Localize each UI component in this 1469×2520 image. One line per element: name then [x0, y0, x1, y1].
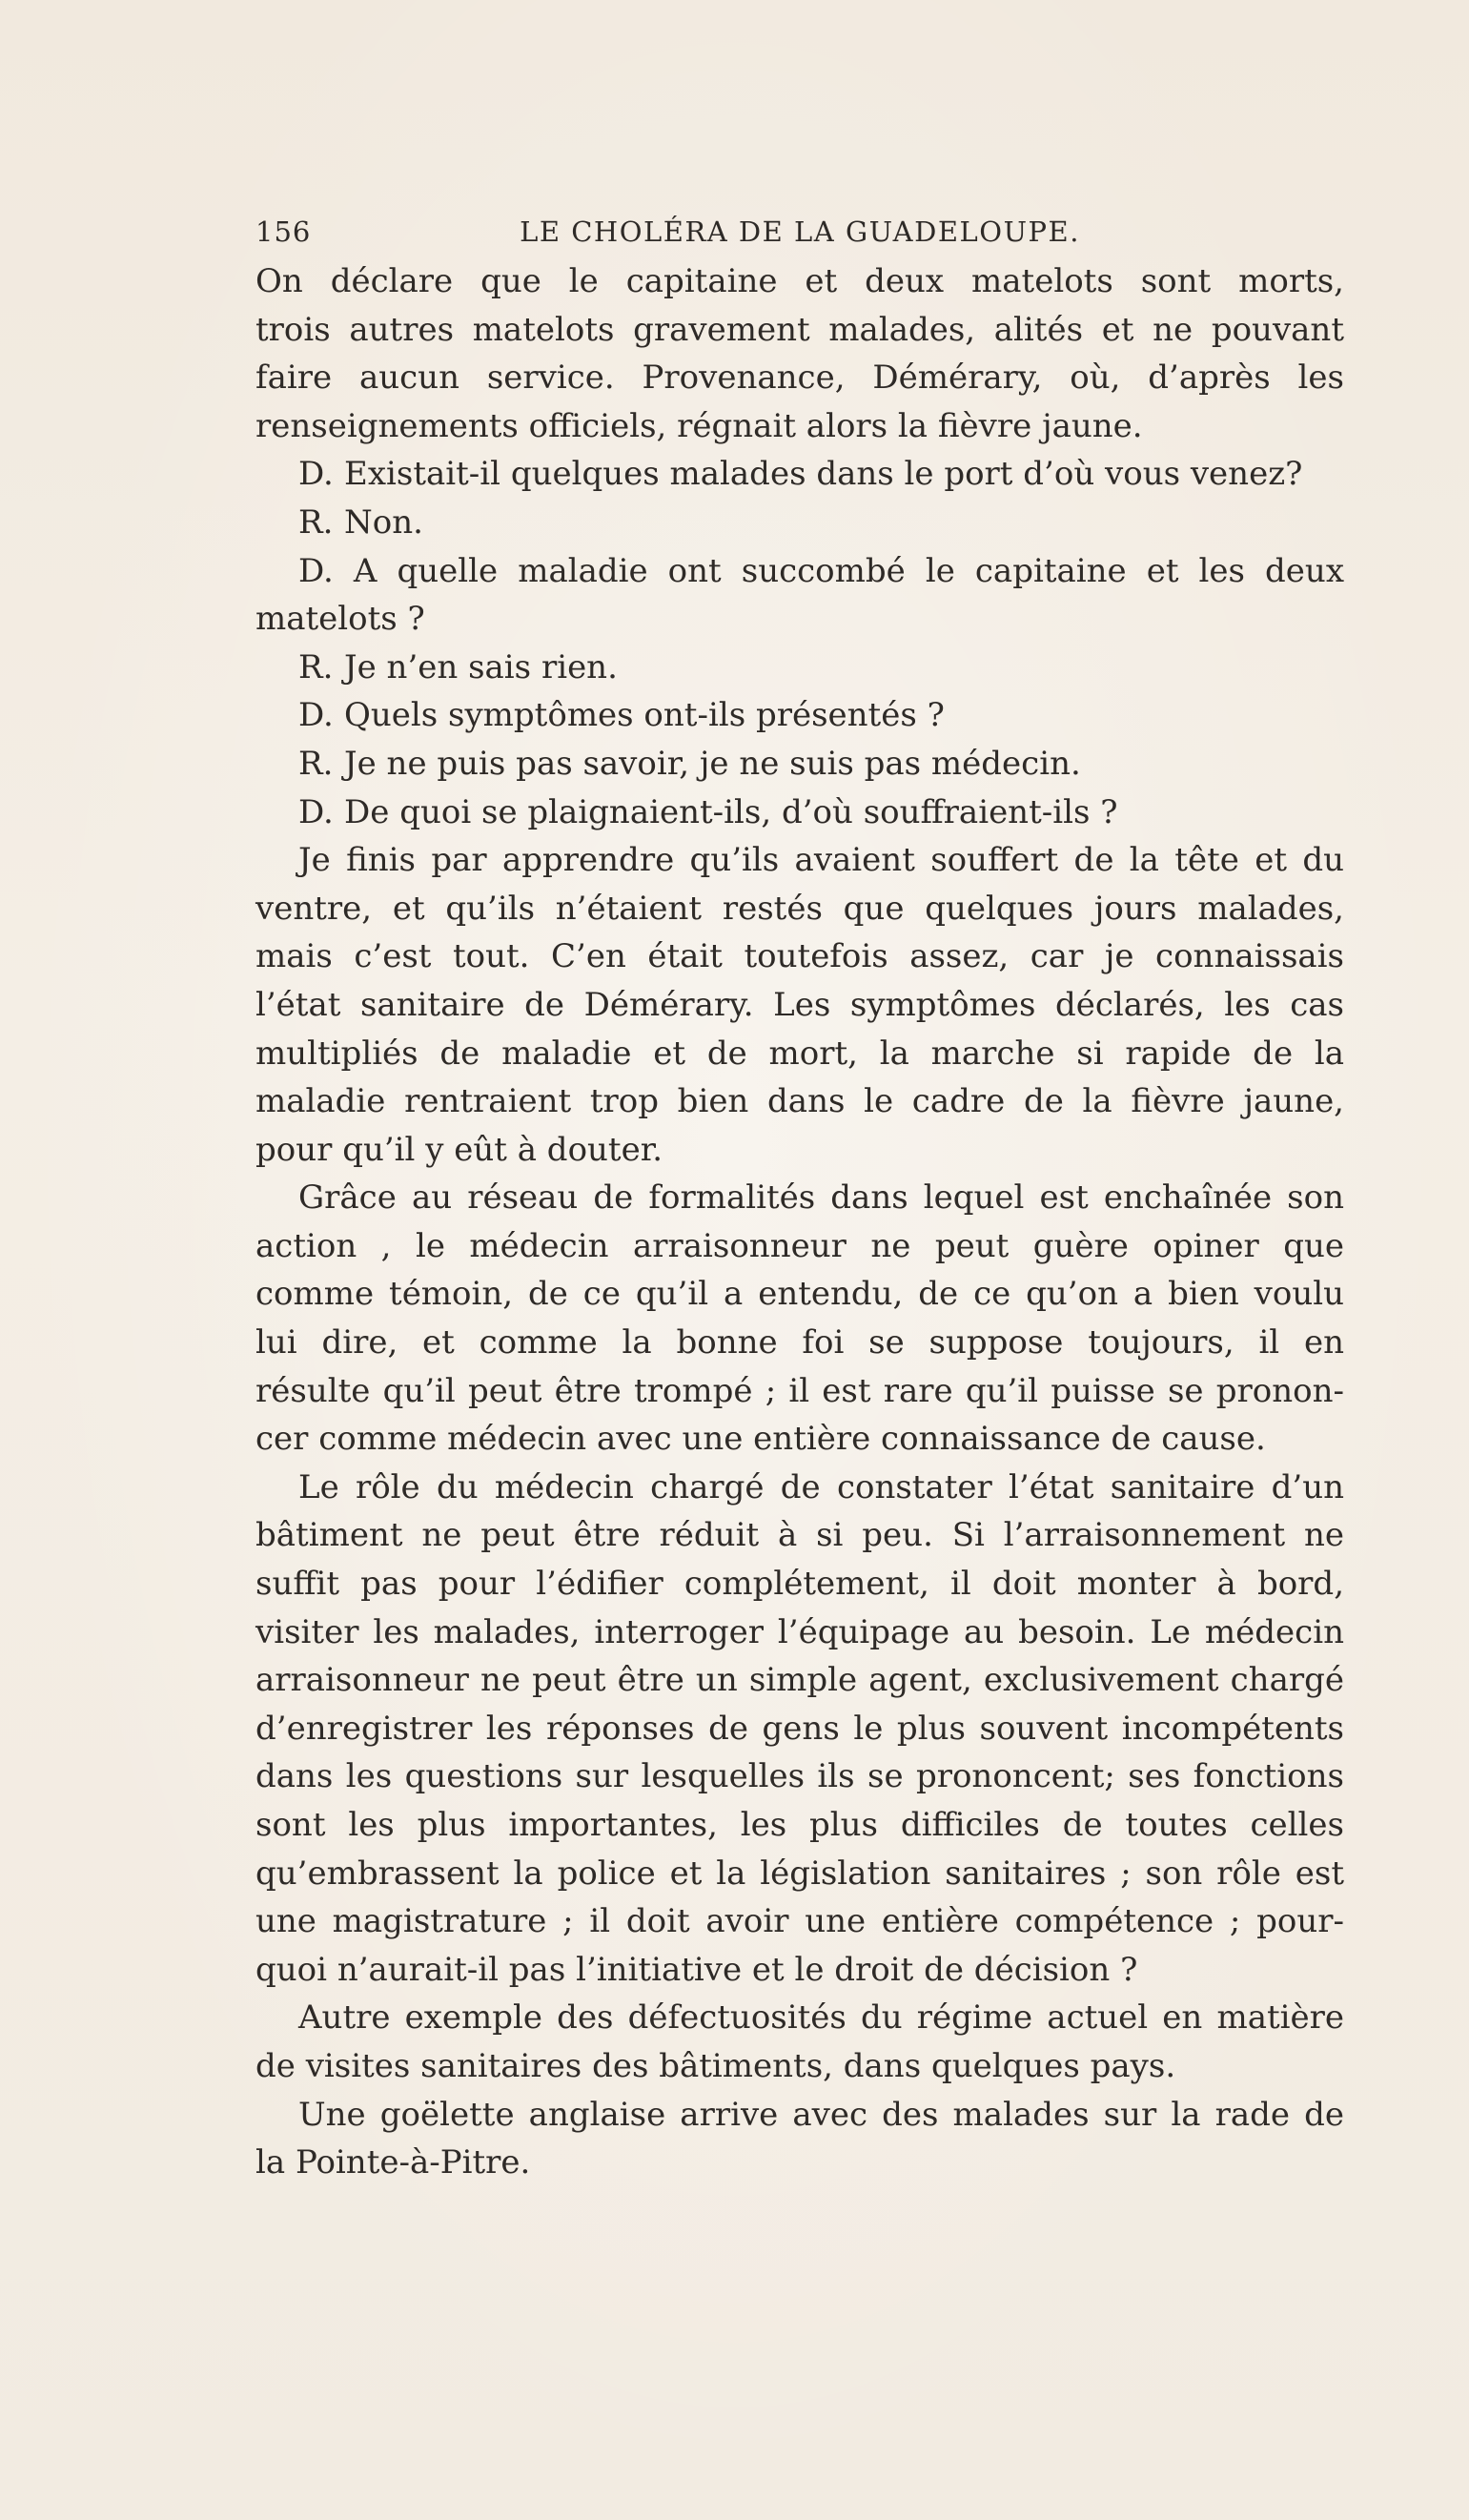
body-text	[255, 257, 1344, 2187]
dialog-text: De quoi se plaignaient-ils, d’où souffraient-ils ?	[344, 792, 1118, 831]
text-line: ventre, et qu’ils n’étaient restés que quelques jours malades,	[255, 889, 1344, 928]
dialog-speaker: D.	[298, 455, 334, 494]
dialog-speaker: R.	[298, 502, 334, 542]
text-line: lui dire, et comme la bonne foi se suppose toujours, il en	[255, 1323, 1344, 1362]
text-line: sont les plus importantes, les plus difficiles de toutes celles	[255, 1806, 1344, 1844]
paragraph	[255, 1174, 1344, 1464]
dialog-speaker: R.	[298, 647, 334, 686]
dialog-line	[255, 789, 1344, 837]
text-line: Autre exemple des défectuosités du régime actuel en matière	[298, 1998, 1344, 2038]
dialog-speaker: D.	[298, 792, 334, 831]
text-block	[255, 208, 1344, 2187]
text-line: l’état sanitaire de Démérary. Les symptômes déclarés, les cas	[255, 985, 1344, 1024]
dialog-speaker: R.	[298, 744, 334, 783]
text-line: arraisonneur ne peut être un simple agent, exclusivement chargé	[255, 1661, 1344, 1700]
text-line: quoi n’aurait-il pas l’initiative et le droit de décision ?	[255, 1950, 1138, 1989]
text-line: visiter les malades, interroger l’équipage au besoin. Le médecin	[255, 1612, 1344, 1651]
text-line: maladie rentraient trop bien dans le cadre de la fièvre jaune,	[255, 1082, 1344, 1121]
text-line: Le rôle du médecin chargé de constater l’état sanitaire d’un	[298, 1467, 1344, 1506]
text-line: bâtiment ne peut être réduit à si peu. Si l’arraisonnement ne	[255, 1516, 1344, 1555]
paragraph	[255, 836, 1344, 1174]
dialog-line	[255, 450, 1344, 499]
paragraph	[255, 1994, 1344, 2090]
text-line: D. A quelle maladie ont succombé le capitaine et les deux	[298, 551, 1344, 590]
text-line: la Pointe-à-Pitre.	[255, 2143, 531, 2182]
text-line: comme témoin, de ce qu’il a entendu, de ce qu’on a bien voulu	[255, 1275, 1344, 1314]
paragraph	[255, 547, 1344, 644]
dialog-text: Je ne puis pas savoir, je ne suis pas médecin.	[344, 744, 1081, 783]
text-line: renseignements officiels, régnait alors la fièvre jaune.	[255, 406, 1143, 445]
text-line: de visites sanitaires des bâtiments, dans quelques pays.	[255, 2046, 1176, 2085]
text-line: cer comme médecin avec une entière connaissance de cause.	[255, 1420, 1266, 1459]
dialog-line	[255, 499, 1344, 547]
dialog-line	[255, 644, 1344, 692]
paragraph	[255, 1464, 1344, 1995]
dialog-text: Quels symptômes ont-ils présentés ?	[344, 696, 945, 735]
text-line: action , le médecin arraisonneur ne peut guère opiner que	[255, 1226, 1344, 1265]
text-line: dans les questions sur lesquelles ils se prononcent; ses fonctions	[255, 1757, 1344, 1796]
dialog-line	[255, 740, 1344, 789]
dialog-text: Je n’en sais rien.	[344, 647, 618, 686]
text-line: qu’embrassent la police et la législation sanitaires ; son rôle est	[255, 1854, 1344, 1893]
text-line: matelots ?	[255, 600, 425, 639]
text-line: Une goëlette anglaise arrive avec des malades sur la rade de	[298, 2095, 1344, 2134]
text-line: Grâce au réseau de formalités dans lequel est enchaînée son	[298, 1178, 1344, 1218]
paragraph	[255, 257, 1344, 450]
page-number: 156	[255, 215, 312, 248]
text-line: suffit pas pour l’édifier complétement, il doit monter à bord,	[255, 1565, 1344, 1604]
text-line: résulte qu’il peut être trompé ; il est rare qu’il puisse se pronon-	[255, 1371, 1344, 1410]
text-line: d’enregistrer les réponses de gens le plus souvent incompétents	[255, 1709, 1344, 1748]
text-line: mais c’est tout. C’en était toutefois assez, car je connaissais	[255, 937, 1344, 976]
text-line: Je finis par apprendre qu’ils avaient souffert de la tête et du	[298, 841, 1344, 880]
text-line: On déclare que le capitaine et deux matelots sont morts,	[255, 262, 1344, 300]
dialog-line	[255, 691, 1344, 740]
dialog-text: Existait-il quelques malades dans le port d’où vous venez?	[344, 455, 1303, 494]
text-line: une magistrature ; il doit avoir une entière compétence ; pour-	[255, 1902, 1344, 1941]
text-line: multipliés de maladie et de mort, la marche si rapide de la	[255, 1034, 1344, 1073]
running-title: LE CHOLÉRA DE LA GUADELOUPE.	[520, 215, 1080, 248]
paragraph	[255, 2091, 1344, 2187]
running-head	[255, 208, 1344, 256]
text-line: pour qu’il y eût à douter.	[255, 1130, 663, 1169]
text-line: trois autres matelots gravement malades, alités et ne pouvant	[255, 310, 1344, 349]
text-line: faire aucun service. Provenance, Démérary, où, d’après les	[255, 359, 1344, 398]
dialog-text: Non.	[344, 502, 423, 542]
dialog-speaker: D.	[298, 696, 334, 735]
